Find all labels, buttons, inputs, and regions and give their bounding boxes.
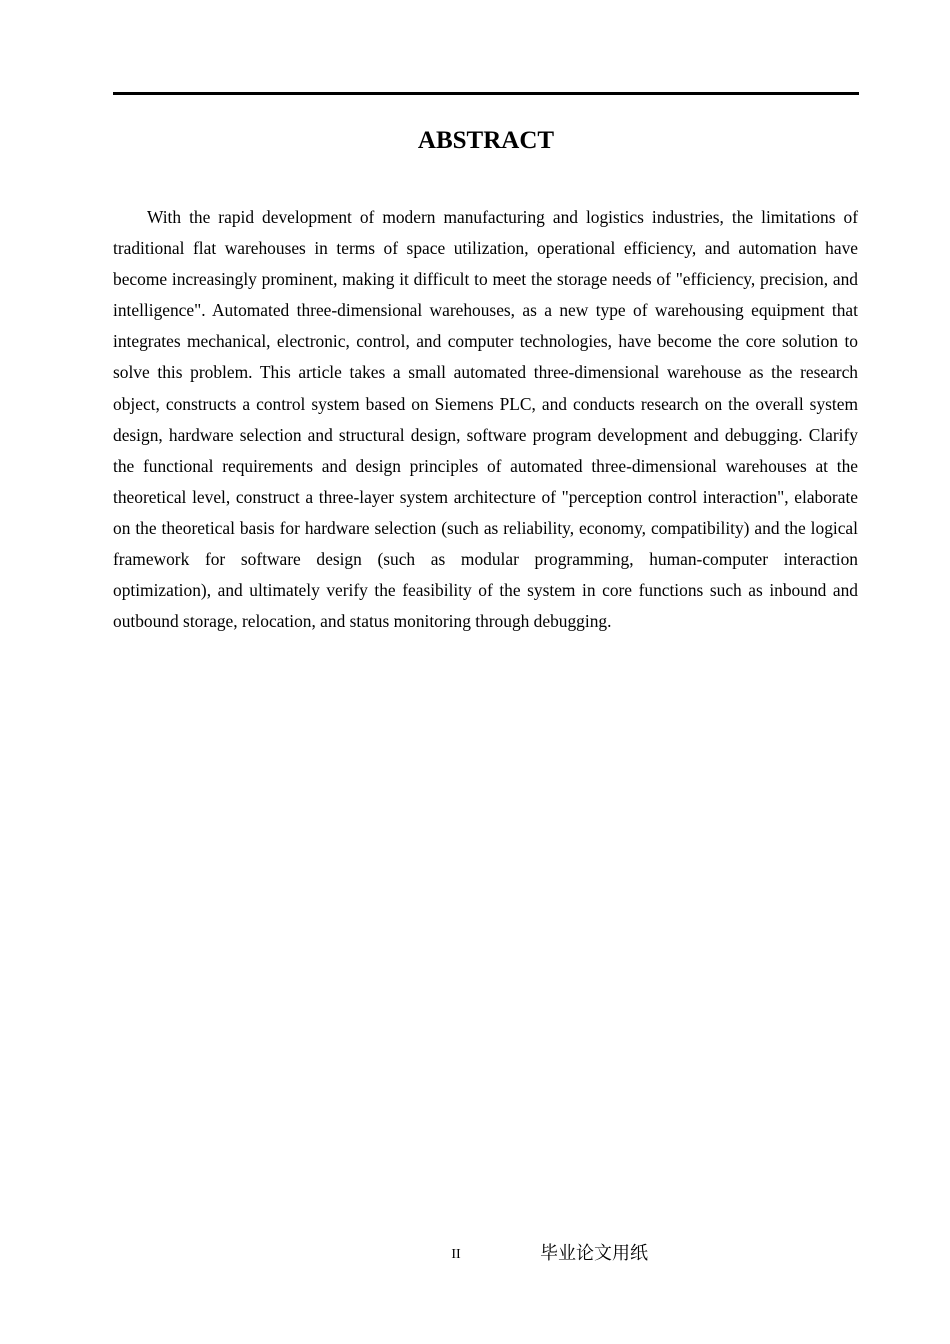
page-number: II xyxy=(451,1247,461,1262)
header-rule xyxy=(113,92,859,95)
abstract-title: ABSTRACT xyxy=(417,127,555,154)
abstract-body: With the rapid development of modern manufacturing and logistics industries, the limitations of traditional flat warehouses in terms of space utilization, operational efficiency, and automation have become increasingly prominent, making it difficult to meet the storage needs of "efficiency, precision, and intelligence". Automated three-dimensional warehouses, as a new type of warehousing equipment that integrates mechanical, electronic, control, and computer technologies, have become the core solution to solve this problem. This article takes a small automated three-dimensional warehouse as the research object, constructs a control system based on Siemens PLC, and conducts research on the overall system design, hardware selection and structural design, software program development and debugging. Clarify the functional requirements and design principles of automated three-dimensional warehouses at the theoretical level, construct a three-layer system architecture of "perception control interaction", elaborate on the theoretical basis for hardware selection (such as reliability, economy, compatibility) and the logical framework for software design (such as modular programming, human-computer interaction optimization), and ultimately verify the feasibility of the system in core functions such as inbound and outbound storage, relocation, and status monitoring through debugging. xyxy=(113,207,858,632)
footer-label: 毕业论文用纸 xyxy=(540,1243,648,1264)
